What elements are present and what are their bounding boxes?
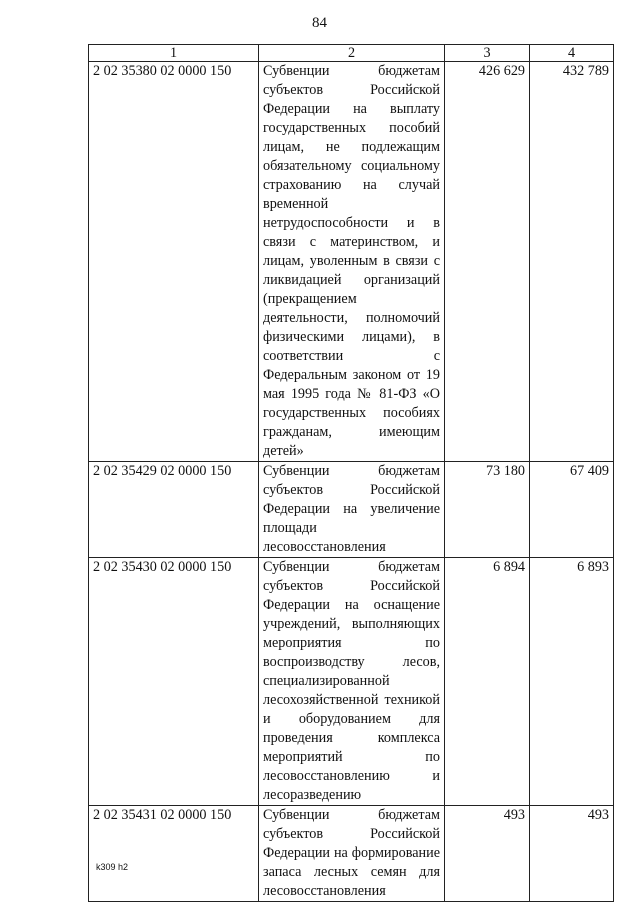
page-number: 84 [312,15,327,31]
table-row [89,62,614,462]
row-code: 2 02 35430 02 0000 150 [89,558,259,806]
footer-code: k309 h2 [96,862,129,872]
row-col4-value: 493 [530,806,614,902]
header-row [89,45,614,62]
row-description: Субвенции бюджетам субъектов Российской Федерации на формирование запаса лесных семян для лесовосстановления [259,806,445,902]
column-header-3: 3 [445,45,530,62]
column-header-4: 4 [530,45,614,62]
table-row [89,462,614,558]
row-code: 2 02 35429 02 0000 150 [89,462,259,558]
row-col4-value: 6 893 [530,558,614,806]
row-col4-value: 67 409 [530,462,614,558]
row-col3-value: 426 629 [445,62,530,462]
budget-table [88,44,614,902]
row-col3-value: 73 180 [445,462,530,558]
row-col3-value: 493 [445,806,530,902]
row-description: Субвенции бюджетам субъектов Российской Федерации на оснащение учреждений, выполняющих мероприятия по воспроизводству лесов, специализированной лесохозяйственной техникой и оборудованием для проведения комплекса мероприятий по лесовосстановлению и лесоразведению [259,558,445,806]
row-description: Субвенции бюджетам субъектов Российской Федерации на выплату государственных пособий лицам, не подлежащим обязательному социальному страхованию на случай временной нетрудоспособности и в связи с материнством, и лицам, уволенным в связи с ликвидацией организаций (прекращением деятельности, полномочий физическими лицами), в соответствии с Федеральным законом от 19 мая 1995 года № 81-ФЗ «О государственных пособиях гражданам, имеющим детей» [259,62,445,462]
row-code: 2 02 35431 02 0000 150 [89,806,259,902]
column-header-2: 2 [259,45,445,62]
table-row [89,558,614,806]
row-col3-value: 6 894 [445,558,530,806]
row-code: 2 02 35380 02 0000 150 [89,62,259,462]
table-row [89,806,614,902]
row-col4-value: 432 789 [530,62,614,462]
column-header-1: 1 [89,45,259,62]
row-description: Субвенции бюджетам субъектов Российской Федерации на увеличение площади лесовосстановления [259,462,445,558]
